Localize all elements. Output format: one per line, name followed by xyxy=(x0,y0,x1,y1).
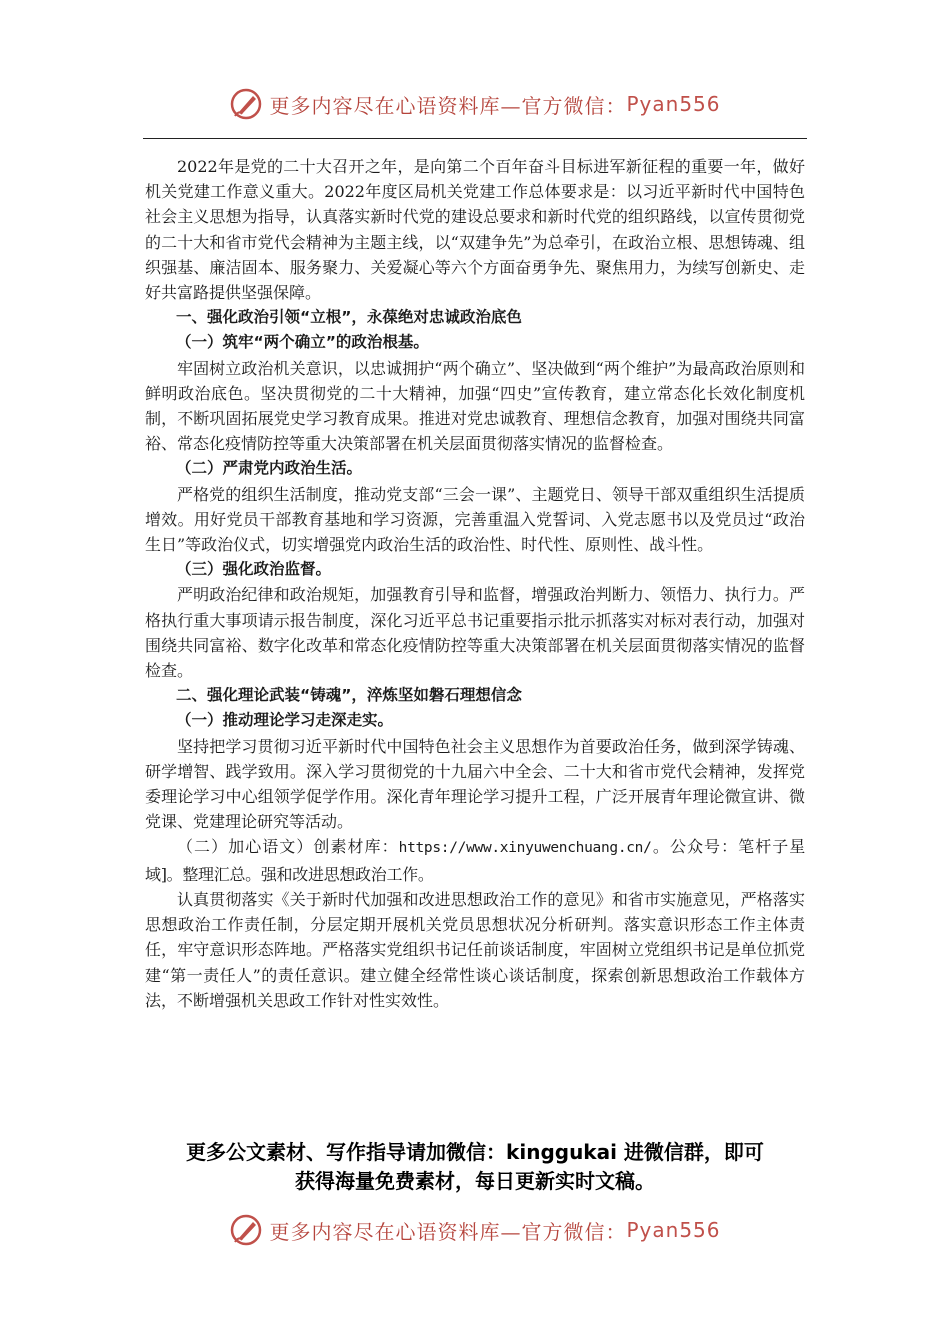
source-url-link[interactable]: https://www.xinyuwenchuang.cn/ xyxy=(398,840,652,857)
subsection-1-1-heading: （一）筑牢“两个确立”的政治根基。 xyxy=(176,333,429,352)
header-wechat-id: Pyan556 xyxy=(626,92,721,116)
subsection-1-2-heading: （二）严肃党内政治生活。 xyxy=(176,459,363,478)
header-banner-text: 更多内容尽在心语资料库—官方微信： xyxy=(269,93,627,118)
footer-banner-text: 更多内容尽在心语资料库—官方微信： xyxy=(269,1219,627,1244)
footer-banner xyxy=(0,1210,950,1250)
subsection-1-2-body: 严格党的组织生活制度，推动党支部“三会一课”、主题党日、领导干部双重组织生活提质增效。用好党员干部教育基地和学习资源，完善重温入党誓词、入党志愿书以及党员过“政治生日”等政治仪式，切实增强党内政治生活的政治性、时代性、原则性、战斗性。 xyxy=(145,484,805,555)
subsection-2-2-body: 认真贯彻落实《关于新时代加强和改进思想政治工作的意见》和省市实施意见，严格落实思想政治工作责任制，分层定期开展机关党员思想状况分析研判。落实意识形态工作主体责任，牢守意识形态阵地。严格落实党组织书记任前谈话制度，牢固树立党组织书记是单位抓党建“第一责任人”的责任意识。建立健全经常性谈心谈话制度，探索创新思想政治工作载体方法，不断增强机关思政工作针对性实效性。 xyxy=(145,889,805,1010)
promo-line-1: 更多公文素材、写作指导请加微信：kinggukai 进微信群，即可 xyxy=(186,1140,764,1164)
subsection-2-2-suffix: 。公众号：笔杆子星域]。整理汇总。强和改进思想政治工作。 xyxy=(145,837,805,884)
header-banner xyxy=(0,84,950,124)
section-2-heading: 二、强化理论武装“铸魂”，淬炼坚如磐石理想信念 xyxy=(176,686,522,705)
subsection-2-2-prefix: （二）加心语文）创素材库： xyxy=(177,837,399,857)
subsection-2-1-body: 坚持把学习贯彻习近平新时代中国特色社会主义思想作为首要政治任务，做到深学铸魂、研学增智、践学致用。深入学习贯彻党的十九届六中全会、二十大和省市党代会精神，发挥党委理论学习中心组领学促学作用。深化青年理论学习提升工程，广泛开展青年理论微宣讲、微党课、党建理论研究等活动。 xyxy=(145,736,805,832)
promo-notice xyxy=(145,1138,805,1196)
subsection-1-3-body: 严明政治纪律和政治规矩，加强教育引导和监督，增强政治判断力、领悟力、执行力。严格执行重大事项请示报告制度，深化习近平总书记重要指示批示抓落实对标对表行动，加强对围绕共同富裕、数字化改革和常态化疫情防控等重大决策部署在机关层面贯彻落实情况的监督检查。 xyxy=(145,585,805,681)
header-divider xyxy=(143,138,807,139)
footer-wechat-id: Pyan556 xyxy=(626,1218,721,1242)
pen-ink-logo-icon xyxy=(229,86,265,122)
pen-ink-logo-icon xyxy=(229,1212,265,1248)
subsection-2-1-heading: （一）推动理论学习走深走实。 xyxy=(176,711,394,730)
subsection-2-2-heading xyxy=(145,834,805,886)
section-1-heading: 一、强化政治引领“立根”，永葆绝对忠诚政治底色 xyxy=(176,308,522,327)
subsection-1-3-heading: （三）强化政治监督。 xyxy=(176,560,332,579)
promo-line-2: 获得海量免费素材，每日更新实时文稿。 xyxy=(295,1169,655,1193)
intro-paragraph: 2022年是党的二十大召开之年，是向第二个百年奋斗目标进军新征程的重要一年，做好机关党建工作意义重大。2022年度区局机关党建工作总体要求是：以习近平新时代中国特色社会主义思想为指导，认真落实新时代党的建设总要求和新时代党的组织路线，以宣传贯彻党的二十大和省市党代会精神为主题主线，以“双建争先”为总牵引，在政治立根、思想铸魂、组织强基、廉洁固本、服务聚力、关爱凝心等六个方面奋勇争先、聚焦用力，为续写创新史、走好共富路提供坚强保障。 xyxy=(145,157,805,303)
document-body xyxy=(145,154,805,1013)
subsection-1-1-body: 牢固树立政治机关意识，以忠诚拥护“两个确立”、坚决做到“两个维护”为最高政治原则和鲜明政治底色。坚决贯彻党的二十大精神，加强“四史”宣传教育，建立常态化长效化制度机制，不断巩固拓展党史学习教育成果。推进对党忠诚教育、理想信念教育，加强对围绕共同富裕、常态化疫情防控等重大决策部署在机关层面贯彻落实情况的监督检查。 xyxy=(145,358,805,454)
